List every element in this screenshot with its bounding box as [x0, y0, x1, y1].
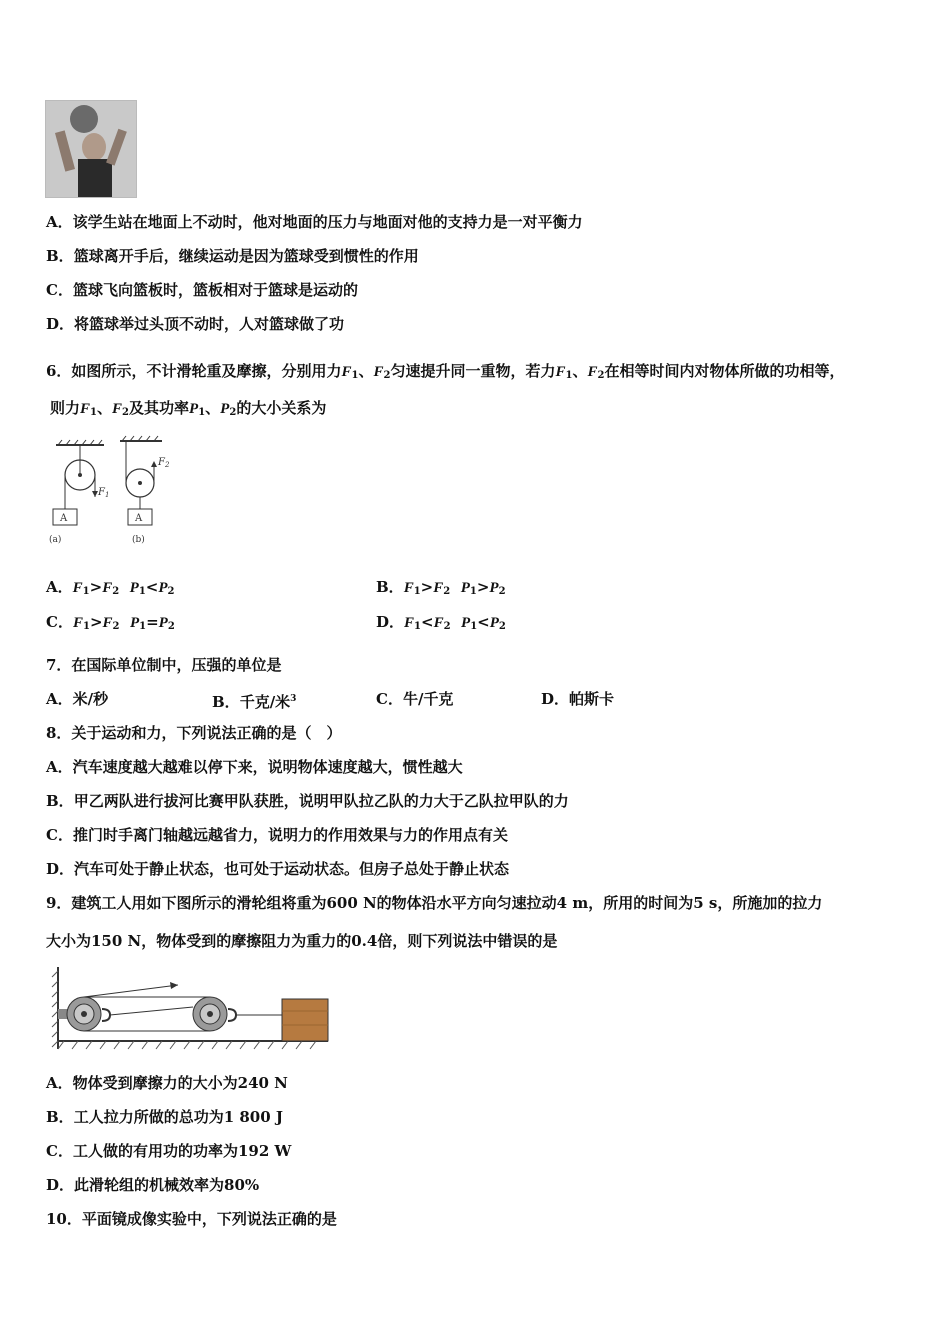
q7-option-b: B．千克/米$^3$ — [212, 693, 297, 711]
q6-stem-line2: 则力$F_1$、$F_2$及其功率$P_1$、$P_2$的大小关系为 — [50, 399, 327, 418]
q8-option-d: D．汽车可处于静止状态，也可处于运动状态。但房子总处于静止状态 — [46, 860, 510, 878]
q9-stem-line1: 9．建筑工人用如下图所示的滑轮组将重为600 N的物体沿水平方向匀速拉动4 m，所用的时间为5 s，所施加的拉力 — [46, 894, 823, 912]
q5-option-d: D．将篮球举过头顶不动时，人对篮球做了功 — [46, 315, 345, 333]
q8-stem: 8．关于运动和力，下列说法正确的是（ ） — [46, 724, 342, 742]
q7-stem: 7．在国际单位制中，压强的单位是 — [46, 656, 282, 674]
q10-stem: 10．平面镜成像实验中，下列说法正确的是 — [46, 1210, 337, 1228]
basketball-player-photo — [45, 100, 137, 198]
q9-option-a: A．物体受到摩擦力的大小为240 N — [46, 1074, 288, 1092]
q7-option-a: A．米/秒 — [46, 690, 109, 708]
q9-stem-line2: 大小为150 N，物体受到的摩擦阻力为重力的0.4倍，则下列说法中错误的是 — [46, 932, 558, 950]
q5-option-c: C．篮球飞向篮板时，篮板相对于篮球是运动的 — [46, 281, 358, 299]
q6-f1-label: $F_1$ — [98, 487, 110, 499]
q5-option-b: B．篮球离开手后，继续运动是因为篮球受到惯性的作用 — [46, 247, 419, 265]
q6-option-d: D．$F_1<F_2$ $P_1<P_2$ — [376, 613, 506, 632]
q8-option-c: C．推门时手离门轴越远越省力，说明力的作用效果与力的作用点有关 — [46, 826, 508, 844]
q5-option-a: A．该学生站在地面上不动时，他对地面的压力与地面对他的支持力是一对平衡力 — [46, 213, 583, 231]
q7-option-d: D．帕斯卡 — [541, 690, 615, 708]
q6-option-a: A．$F_1>F_2$ $P_1<P_2$ — [46, 578, 175, 597]
q8-option-b: B．甲乙两队进行拔河比赛甲队获胜，说明甲队拉乙队的力大于乙队拉甲队的力 — [46, 792, 569, 810]
q6-option-c: C．$F_1>F_2$ $P_1=P_2$ — [46, 613, 175, 632]
q9-pulley-figure — [50, 963, 332, 1059]
q6-label-a: (a) — [49, 535, 62, 545]
q7-option-c: C．牛/千克 — [376, 690, 454, 708]
q6-stem-line1: 6．如图所示，不计滑轮重及摩擦，分别用力$F_1$、$F_2$匀速提升同一重物，若力$F_1$、$F_2$在相等时间内对物体所做的功相等， — [46, 362, 845, 381]
q6-label-b: (b) — [132, 535, 145, 545]
q6-pulley-figure — [44, 435, 194, 551]
q9-option-d: D．此滑轮组的机械效率为80% — [46, 1176, 260, 1194]
q9-option-b: B．工人拉力所做的总功为1 800 J — [46, 1108, 283, 1126]
q6-option-b: B．$F_1>F_2$ $P_1>P_2$ — [376, 578, 506, 597]
q6-f2-label: $F_2$ — [158, 457, 170, 469]
q9-option-c: C．工人做的有用功的功率为192 W — [46, 1142, 292, 1160]
q6-box-b: A — [135, 513, 143, 524]
q6-box-a: A — [60, 513, 68, 524]
q8-option-a: A．汽车速度越大越难以停下来，说明物体速度越大，惯性越大 — [46, 758, 463, 776]
